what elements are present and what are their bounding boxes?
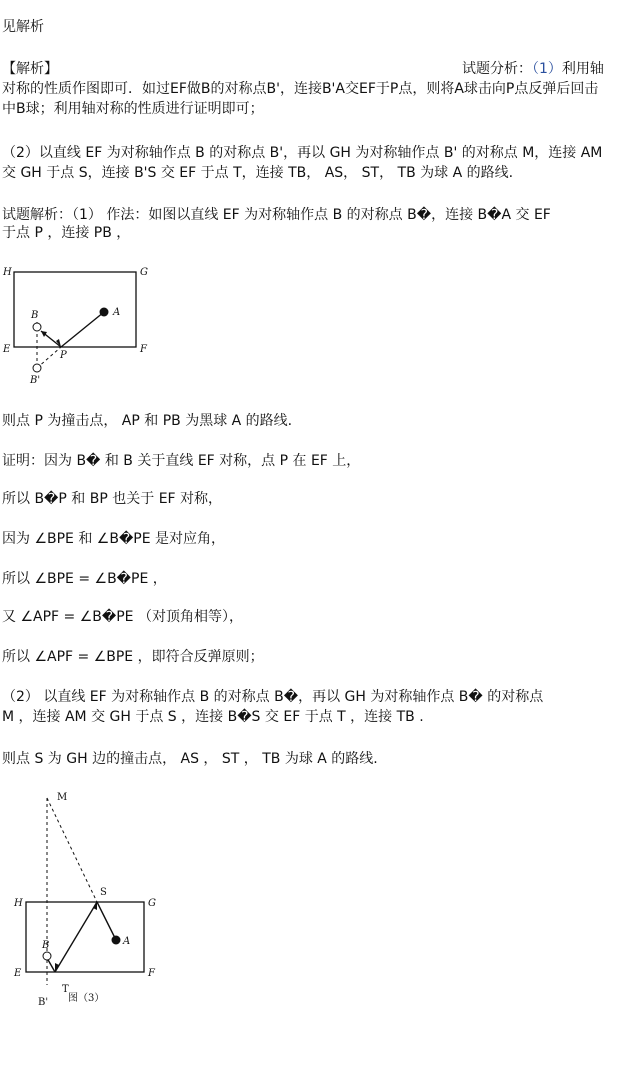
label-t: T — [62, 984, 69, 995]
dashed-m-s-line — [47, 798, 97, 902]
proof-line-1: 证明：因为 B� 和 B 关于直线 EF 对称，点 P 在 EF 上， — [2, 453, 361, 469]
solution-line-1: 试题解析：（1） 作法：如图以直线 EF 为对称轴作点 B 的对称点 B�，连接 B�A 交 EF — [2, 207, 551, 223]
solution-conclusion: 则点 P 为撞击点， AP 和 PB 为黑球 A 的路线. — [2, 413, 293, 429]
label-bp-2: B' — [38, 997, 49, 1008]
analysis-part2-line-2: 交 GH 于点 S，连接 B'S 交 EF 于点 T，连接 TB， AS， ST， TB 为球 A 的路线. — [2, 165, 514, 181]
label-s: S — [100, 887, 107, 898]
label-p: P — [60, 350, 67, 361]
label-b-2: B — [42, 940, 50, 951]
analysis-label: 试题分析：（1）利用轴 — [462, 61, 604, 77]
figure-caption: 图（3） — [68, 993, 105, 1004]
label-h-2: H — [14, 898, 23, 909]
proof-line-3: 因为 ∠BPE 和 ∠B�PE 是对应角， — [2, 531, 226, 547]
label-m: M — [57, 792, 68, 803]
solution-part2-line-1: （2） 以直线 EF 为对称轴作点 B 的对称点 B�，再以 GH 为对称轴作点 B� 的对称点 — [2, 689, 544, 705]
dashed-bp-line — [37, 347, 61, 368]
analysis-line-3: 中B球；利用轴对称的性质进行证明即可； — [2, 101, 264, 117]
ball-b — [33, 323, 41, 331]
label-g: G — [140, 267, 148, 278]
figure-1-reflection — [0, 260, 180, 390]
ball-b-2 — [43, 952, 51, 960]
proof-line-5: 又 ∠APF = ∠B�PE （对顶角相等）， — [2, 609, 243, 625]
label-h: H — [3, 267, 12, 278]
proof-line-6: 所以 ∠APF = ∠BPE ，即符合反弹原则； — [2, 649, 264, 665]
ball-bp — [33, 364, 41, 372]
ball-a — [100, 308, 109, 317]
solution-part2-line-2: M ，连接 AM 交 GH 于点 S ，连接 B�S 交 EF 于点 T ，连接 TB . — [2, 709, 424, 725]
proof-line-2: 所以 B�P 和 BP 也关于 EF 对称， — [2, 491, 223, 507]
solution-part2-conclusion: 则点 S 为 GH 边的撞击点， AS ， ST ， TB 为球 A 的路线. — [2, 751, 378, 767]
label-f: F — [140, 344, 147, 355]
path-st — [55, 902, 97, 972]
answer-header: 见解析 — [2, 19, 44, 35]
label-a-2: A — [123, 936, 131, 947]
path-ap — [61, 312, 104, 347]
analysis-line-2: 对称的性质作图即可．如过EF做B的对称点B'，连接B'A交EF于P点，则将A球击向P点反弹后回击 — [2, 81, 599, 97]
figure-3-double-reflection — [0, 780, 200, 1020]
analysis-tag: 【解析】 — [2, 61, 58, 77]
arrow-head-1 — [41, 331, 47, 337]
label-b: B — [31, 310, 39, 321]
label-g-2: G — [148, 898, 156, 909]
label-bp: B' — [30, 375, 41, 386]
analysis-part2-line-1: （2）以直线 EF 为对称轴作点 B 的对称点 B'，再以 GH 为对称轴作点 B' 的对称点 M，连接 AM — [2, 145, 603, 161]
solution-line-2: 于点 P ，连接 PB ， — [2, 225, 131, 241]
proof-line-4: 所以 ∠BPE = ∠B�PE ， — [2, 571, 167, 587]
label-e-2: E — [14, 968, 22, 979]
ball-a-2 — [112, 936, 121, 945]
path-as — [97, 902, 116, 940]
label-f-2: F — [148, 968, 155, 979]
label-a: A — [113, 307, 121, 318]
label-e: E — [3, 344, 11, 355]
